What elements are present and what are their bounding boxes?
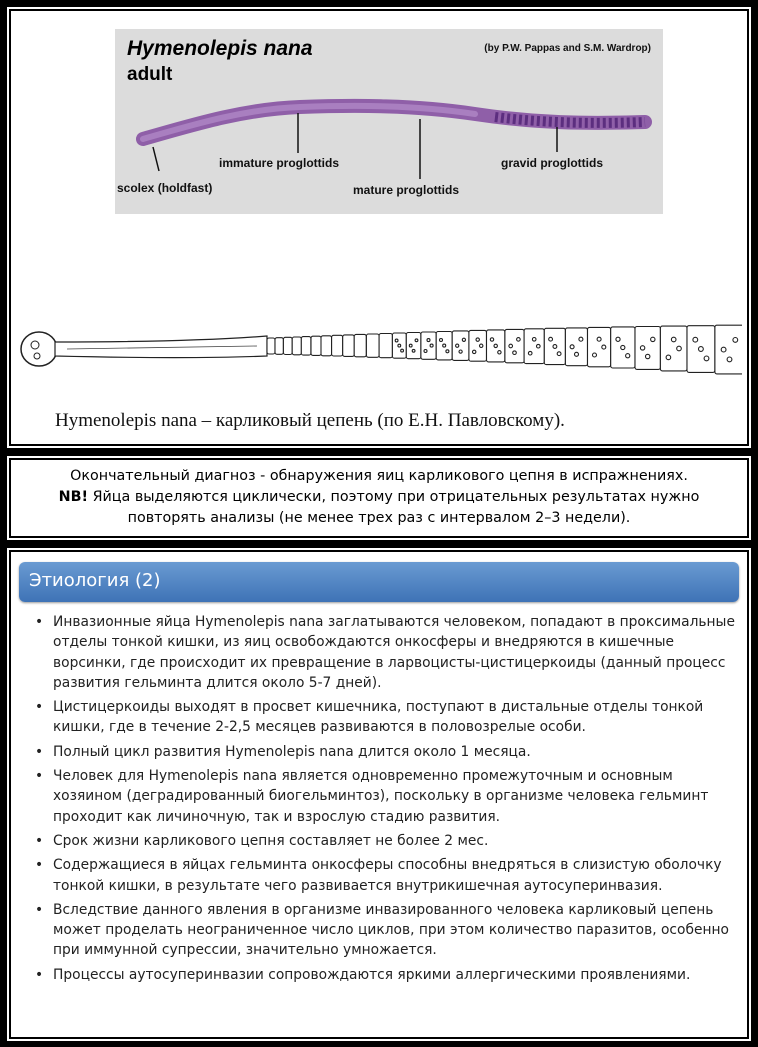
bullet-dot-icon: • (35, 832, 44, 849)
bullet-text: Содержащиеся в яйцах гельминта онкосферы способны внедряться в слизистую оболочку тонкой кишки, в результате чего развивается внутрикишечная аутосуперинвазия. (53, 857, 722, 894)
bullet-item (33, 855, 737, 896)
bullet-dot-icon: • (35, 966, 44, 983)
bullet-dot-icon: • (35, 901, 44, 918)
diagnosis-note (21, 466, 737, 529)
note-line-1: Окончательный диагноз - обнаружения яиц карликового цепня в испражнениях. (70, 468, 688, 484)
photo-credit: (by P.W. Pappas and S.M. Wardrop) (484, 43, 651, 54)
diagnosis-note-panel (5, 454, 753, 542)
bullet-dot-icon: • (35, 768, 44, 785)
bullet-text: Срок жизни карликового цепня составляет не более 2 мес. (53, 832, 489, 849)
bullet-dot-icon: • (35, 614, 44, 630)
bullet-item (33, 900, 737, 961)
bullet-text: Вследствие данного явления в организме инвазированного человека карликовый цепень может проделать неограниченное число циклов, при этом количество паразитов, особенно при иммунной супрессии, значительно умножается. (53, 901, 729, 959)
label-gravid-proglottids: gravid proglottids (501, 156, 603, 170)
bullet-text: Полный цикл развития Hymenolepis nana длится около 1 месяца. (53, 743, 531, 760)
bullet-text: Человек для Hymenolepis nana является одновременно промежуточным и основным хозяином (деградированный биогельминтоз), поскольку в организме человека гельминт проходит как личиночную, так и взрослую стадию развития. (53, 768, 709, 825)
tapeworm-line-drawing (17, 312, 742, 382)
slide-title: Этиология (2) (29, 570, 161, 591)
bullet-item (33, 612, 737, 693)
bullet-item (33, 766, 737, 827)
bullet-text: Инвазионные яйца Hymenolepis nana заглатываются человеком, попадают в проксимальные отделы тонкой кишки, из яиц освобождаются онкосферы и внедряются в кишечные ворсинки, где происходит их превращение в ларвоцисты-цистицеркоиды (данный процесс развития гельминта длится около 5-7 дней). (53, 614, 735, 691)
bullet-text: Процессы аутосуперинвазии сопровождаются яркими аллергическими проявлениями. (53, 966, 691, 983)
label-immature-proglottids: immature proglottids (219, 156, 340, 170)
label-mature-proglottids: mature proglottids (353, 183, 460, 197)
bullet-dot-icon: • (35, 857, 44, 874)
bullet-item (33, 965, 737, 985)
bullet-dot-icon: • (35, 699, 44, 716)
bullet-item (33, 831, 737, 851)
photo-subtitle: adult (127, 64, 173, 85)
drawing-caption: Hymenolepis nana – карликовый цепень (по Е.Н. Павловскому). (55, 410, 565, 431)
note-line-2: Яйца выделяются циклически, поэтому при отрицательных результатах нужно повторять анализы (не менее трех раз с интервалом 2–3 недели). (88, 489, 700, 526)
label-scolex: scolex (holdfast) (117, 181, 213, 195)
photo-title: Hymenolepis nana (127, 37, 313, 60)
micrograph-photo (115, 29, 663, 214)
bullet-text: Цистицеркоиды выходят в просвет кишечника, поступают в дистальные отделы тонкой кишки, где в течение 2-2,5 месяцев развиваются в половозрелые особи. (53, 699, 704, 736)
bullet-item (33, 742, 737, 762)
bullet-dot-icon: • (35, 743, 44, 760)
bullet-list (33, 612, 737, 989)
bullet-item (33, 697, 737, 738)
etiology-slide-panel (5, 546, 753, 1043)
illustration-panel (5, 5, 753, 450)
slide-title-bar (19, 562, 739, 602)
nb-label: NB! (58, 489, 89, 505)
